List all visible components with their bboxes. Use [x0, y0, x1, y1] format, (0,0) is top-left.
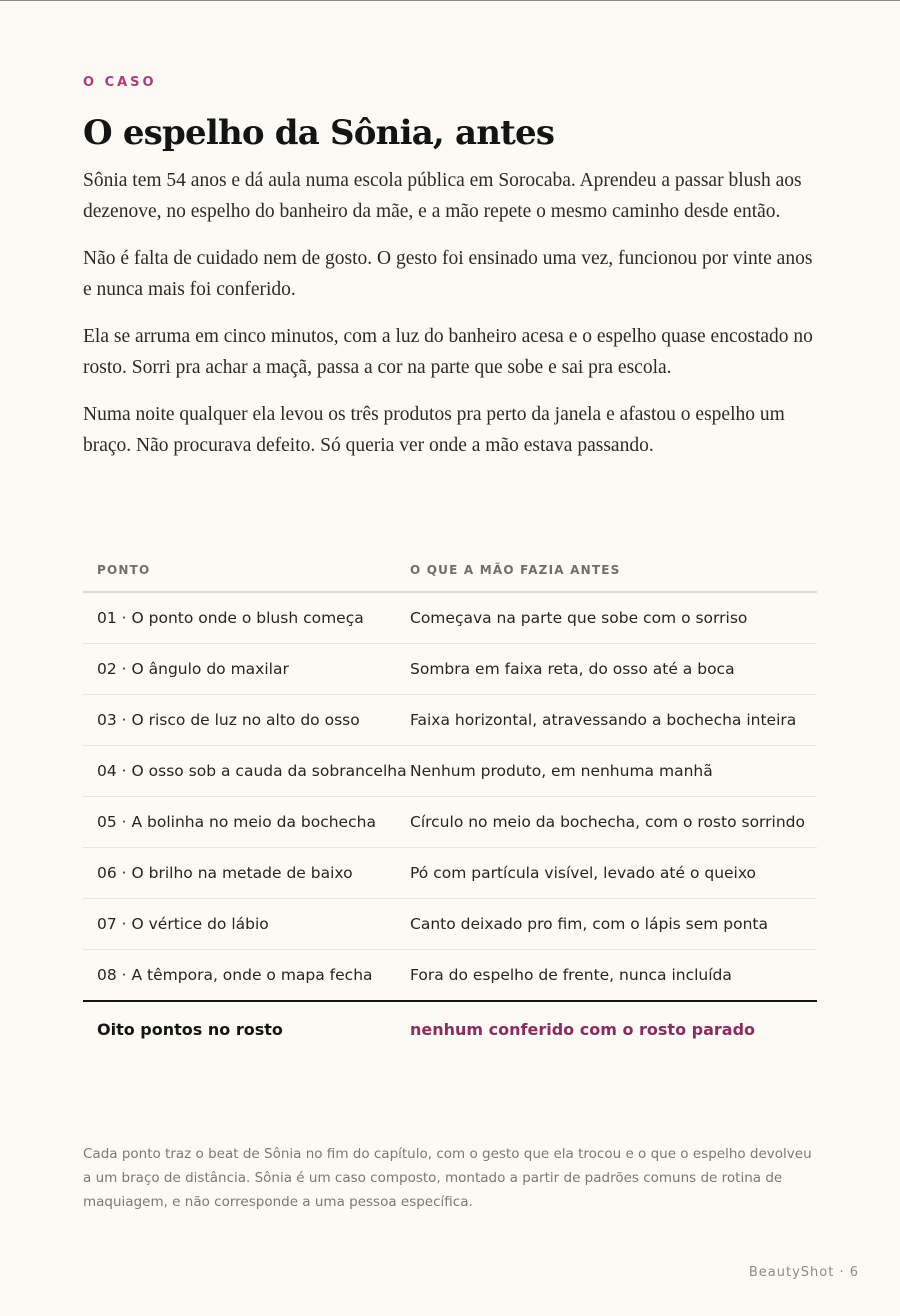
cell-antes: Sombra em faixa reta, do osso até a boca — [410, 660, 735, 678]
section-eyebrow: O CASO — [83, 75, 157, 90]
page-title: O espelho da Sônia, antes — [83, 113, 555, 153]
footer-summary-value: nenhum conferido com o rosto parado — [410, 1019, 756, 1039]
paragraph: Numa noite qualquer ela levou os três produtos pra perto da janela e afastou o espelho um braço. Não procurava defeito. Só queria ver onde a mão estava passando. — [83, 404, 785, 456]
cell-antes: Nenhum produto, em nenhuma manhã — [410, 762, 713, 780]
page-footer: BeautyShot · 6 — [748, 1265, 859, 1280]
table-row — [83, 899, 817, 950]
table-header — [83, 549, 817, 593]
cell-ponto: 02 · O ângulo do maxilar — [97, 660, 289, 678]
column-header-antes: O QUE A MÃO FAZIA ANTES — [410, 563, 621, 577]
cell-antes: Faixa horizontal, atravessando a bochecha inteira — [410, 711, 797, 729]
table-footer — [83, 1002, 817, 1056]
cell-ponto: 08 · A têmpora, onde o mapa fecha — [97, 966, 373, 984]
table-row — [83, 644, 817, 695]
table-row — [83, 797, 817, 848]
table-row — [83, 695, 817, 746]
footer-summary-label: Oito pontos no rosto — [97, 1019, 283, 1039]
paragraph: Não é falta de cuidado nem de gosto. O gesto foi ensinado uma vez, funcionou por vinte anos e nunca mais foi conferido. — [83, 248, 813, 300]
column-header-ponto: PONTO — [97, 563, 151, 577]
table-row — [83, 950, 817, 1002]
cell-ponto: 07 · O vértice do lábio — [97, 915, 269, 933]
paragraph: Sônia tem 54 anos e dá aula numa escola pública em Sorocaba. Aprendeu a passar blush aos dezenove, no espelho do banheiro da mãe, e a mão repete o mesmo caminho desde então. — [83, 170, 802, 222]
body-text — [83, 165, 817, 477]
cell-antes: Fora do espelho de frente, nunca incluída — [410, 966, 732, 984]
cell-antes: Canto deixado pro fim, com o lápis sem ponta — [410, 915, 768, 933]
cell-ponto: 05 · A bolinha no meio da bochecha — [97, 813, 376, 831]
cell-antes: Começava na parte que sobe com o sorriso — [410, 609, 748, 627]
cell-antes: Pó com partícula visível, levado até o queixo — [410, 864, 757, 882]
cell-ponto: 03 · O risco de luz no alto do osso — [97, 711, 360, 729]
cell-ponto: 01 · O ponto onde o blush começa — [97, 609, 364, 627]
table-row — [83, 848, 817, 899]
table-row — [83, 746, 817, 797]
table-row — [83, 593, 817, 644]
cell-antes: Círculo no meio da bochecha, com o rosto sorrindo — [410, 813, 805, 831]
cell-ponto: 04 · O osso sob a cauda da sobrancelha — [97, 762, 407, 780]
points-table — [83, 549, 817, 1056]
caption-note: Cada ponto traz o beat de Sônia no fim do capítulo, com o gesto que ela trocou e o que o espelho devolveu a um braço de distância. Sônia é um caso composto, montado a partir de padrões comuns de rotina de maquiagem, e não corresponde a uma pessoa específica. — [83, 1146, 812, 1210]
cell-ponto: 06 · O brilho na metade de baixo — [97, 864, 353, 882]
paragraph: Ela se arruma em cinco minutos, com a luz do banheiro acesa e o espelho quase encostado no rosto. Sorri pra achar a maçã, passa a cor na parte que sobe e sai pra escola. — [83, 326, 813, 378]
